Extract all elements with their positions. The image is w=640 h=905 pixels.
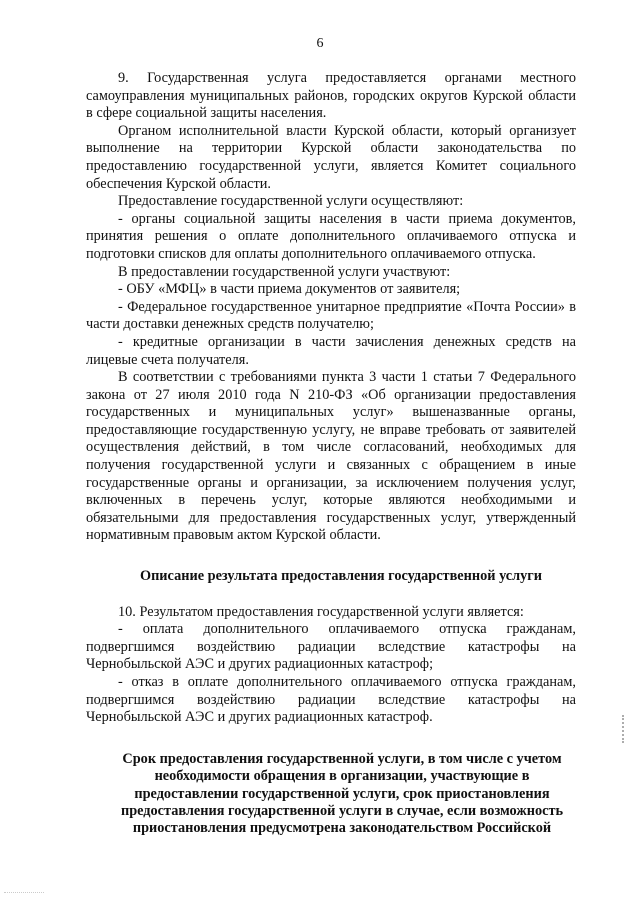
corner-scan-mark	[4, 892, 44, 899]
paragraph-executive-body: Органом исполнительной власти Курской области, который организует выполнение на территории Курской области законодательства по предоставлению государственной услуги, является Комитет социального обеспечения Курской области.	[86, 122, 576, 192]
paragraph-participant-credit: - кредитные организации в части зачисления денежных средств на лицевые счета получателя.	[86, 333, 576, 368]
paragraph-participant-post: - Федеральное государственное унитарное предприятие «Почта России» в части доставки денежных средств получателю;	[86, 298, 576, 333]
paragraph-law-requirements: В соответствии с требованиями пункта 3 части 1 статьи 7 Федерального закона от 27 июля 2010 года N 210-ФЗ «Об организации предоставления государственных и муниципальных услуг» вышеназванные органы, предоставляющие государственную услугу, не вправе требовать от заявителей осуществления действий, в том числе согласований, необходимых для получения государственной услуги и связанных с обращением в иные государственные органы и организации, за исключением получения услуг, включенных в перечень услуг, которые являются необходимыми и обязательными для предоставления государственных услуг, утвержденный нормативным правовым актом Курской области.	[86, 369, 576, 544]
paragraph-providers-social: - органы социальной защиты населения в части приема документов, принятия решения о оплате дополнительного оплачиваемого отпуска и подготовки списков для оплаты дополнительного оплачиваемого отпуска.	[86, 210, 576, 262]
section-heading-term: Срок предоставления государственной услуги, в том числе с учетом необходимости обращения в организации, участвующие в предоставлении государственной услуги, срок приостановления предоставления государственной услуги в случае, если возможность приостановления предусмотрена законодательством Российской	[120, 750, 564, 837]
document-body	[86, 70, 576, 838]
paragraph-result-payment: - оплата дополнительного оплачиваемого отпуска гражданам, подвергшимся воздействию радиации вследствие катастрофы на Чернобыльской АЭС и других радиационных катастроф;	[86, 621, 576, 673]
margin-scan-mark	[622, 715, 634, 743]
paragraph-participant-mfc: - ОБУ «МФЦ» в части приема документов от заявителя;	[118, 281, 461, 298]
paragraph-item-9: 9. Государственная услуга предоставляется органами местного самоуправления муниципальных районов, городских округов Курской области в сфере социальной защиты населения.	[86, 70, 576, 122]
paragraph-result-refusal: - отказ в оплате дополнительного оплачиваемого отпуска гражданам, подвергшимся воздействию радиации вследствие катастрофы на Чернобыльской АЭС и других радиационных катастроф.	[86, 674, 576, 726]
section-heading-result: Описание результата предоставления государственной услуги	[139, 568, 543, 585]
page-number: 6	[316, 36, 324, 51]
paragraph-providers-intro: Предоставление государственной услуги осуществляют:	[118, 193, 464, 210]
paragraph-participants-intro: В предоставлении государственной услуги участвуют:	[118, 263, 451, 280]
paragraph-item-10: 10. Результатом предоставления государственной услуги является:	[118, 603, 524, 620]
